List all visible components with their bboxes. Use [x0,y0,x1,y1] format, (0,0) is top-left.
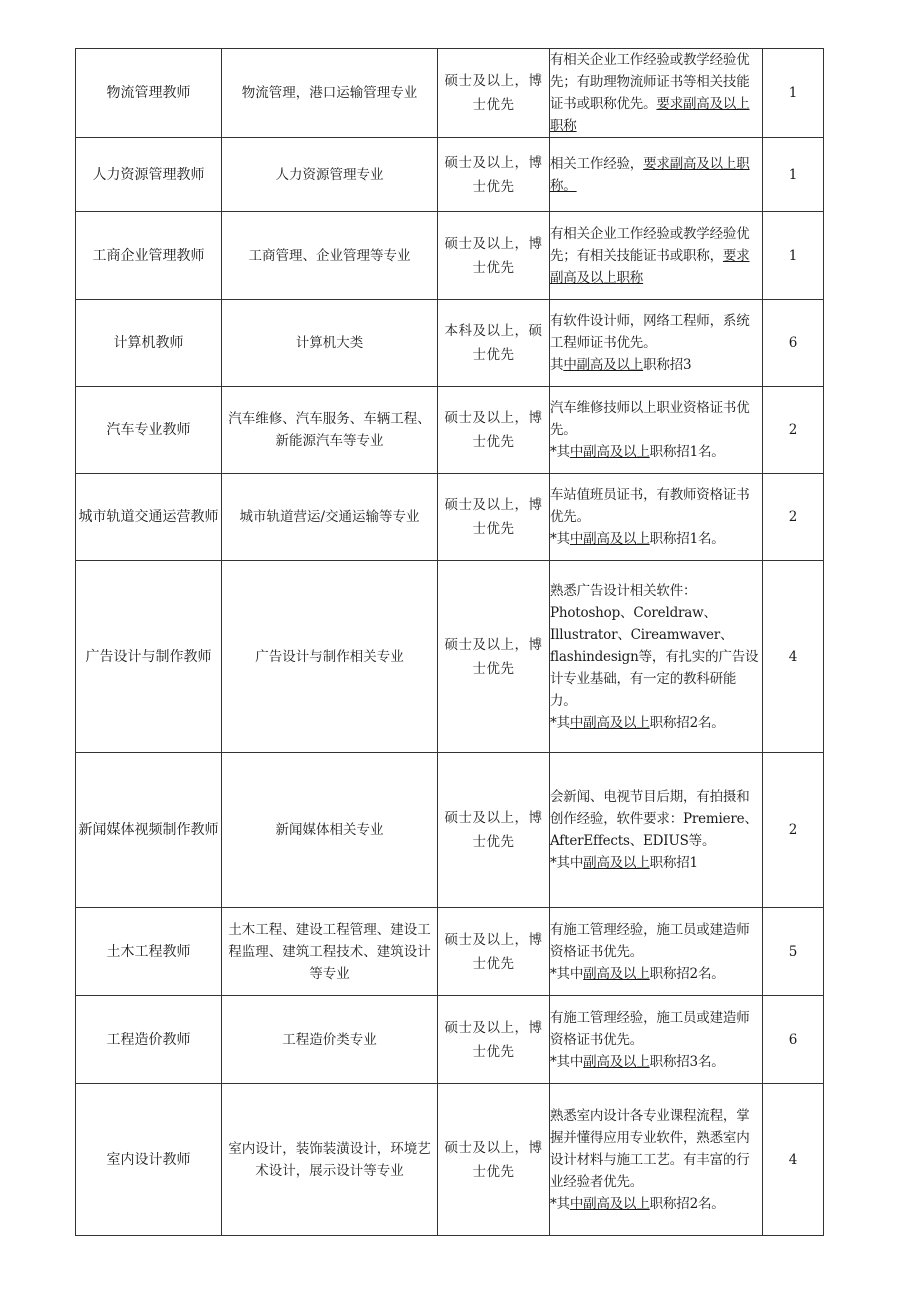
major-requirement: 广告设计与制作相关专业 [222,561,438,753]
degree-requirement: 硕士及以上，博士优先 [438,212,550,300]
other-requirements [550,996,763,1084]
requirement-text: 职称招3名。 [649,1053,725,1070]
requirement-text: 有施工管理经验，施工员或建造师资格证书优先。 [550,1009,750,1048]
requirement-text: 及以上 [609,531,650,547]
requirement-text: 职称招3 [643,357,692,373]
other-requirements [550,1084,763,1236]
requirement-text: *其 [550,714,570,731]
other-requirements [550,49,763,138]
position-title: 物流管理教师 [76,49,222,138]
requirement-text: 有软件设计师，网络工程师，系统工程师证书优先。 [550,313,750,351]
table-row [76,561,824,753]
requirement-text: 有相关企业工作经验或教学经验优先；有相关技能证书或职称， [550,225,750,264]
major-requirement: 物流管理，港口运输管理专业 [222,49,438,138]
table-row [76,138,824,212]
requirement-text: 有相关企业工作经验或教学经验优先；有助理物流师证书等相关技能证书或职称优先。 [550,52,750,112]
degree-requirement: 硕士及以上，博士优先 [438,908,550,996]
requirement-text: *其 [550,1195,570,1212]
major-requirement: 汽车维修、汽车服务、车辆工程、新能源汽车等专业 [222,387,438,474]
table-row [76,908,824,996]
requirement-text: 职称招1名。 [649,444,725,460]
requirement-text: 要求副高及以上职称 [550,247,750,286]
headcount: 2 [763,474,824,561]
requirement-text: 其 [550,357,564,373]
requirement-text: *其中 [550,855,584,871]
requirement-text: 中副高 [569,444,610,460]
requirement-text: 熟悉广告设计相关软件：Photoshop、Coreldraw、Illustrator、Cireamwaver、flashindesign等，有扎实的广告设计专业基础，有一定的教科研能力。 [550,582,759,709]
other-requirements [550,753,763,908]
major-requirement: 人力资源管理专业 [222,138,438,212]
headcount: 5 [763,908,824,996]
requirement-text: 职称招1名。 [649,531,725,547]
position-title: 室内设计教师 [76,1084,222,1236]
requirement-text: 中副高及以上 [563,357,644,373]
recruitment-table [75,48,824,1236]
position-title: 人力资源管理教师 [76,138,222,212]
degree-requirement: 硕士及以上，博士优先 [438,138,550,212]
requirement-text: *其 [550,531,570,547]
degree-requirement: 硕士及以上，博士优先 [438,996,550,1084]
other-requirements [550,212,763,300]
requirement-text: *其中 [550,965,584,982]
requirement-text: 相关工作经验， [550,155,644,172]
major-requirement: 计算机大类 [222,300,438,387]
major-requirement: 城市轨道营运/交通运输等专业 [222,474,438,561]
table-row [76,474,824,561]
degree-requirement: 硕士及以上，博士优先 [438,474,550,561]
requirement-text: 职称招2名。 [649,714,725,731]
other-requirements [550,561,763,753]
degree-requirement: 硕士及以上，博士优先 [438,387,550,474]
other-requirements [550,474,763,561]
requirement-text: 会新闻、电视节目后期，有拍摄和创作经验，软件要求：Premiere、AfterEffects、EDIUS等。 [550,789,758,849]
requirement-text: 职称招2名。 [649,1195,725,1212]
requirement-text: 熟悉室内设计各专业课程流程，掌握并懂得应用专业软件，熟悉室内设计材料与施工工艺。有丰富的行业经验者优先。 [550,1107,750,1190]
table-row [76,212,824,300]
table-row [76,753,824,908]
other-requirements [550,138,763,212]
other-requirements [550,387,763,474]
headcount: 4 [763,561,824,753]
requirement-text: 中副高 [569,531,610,547]
position-title: 土木工程教师 [76,908,222,996]
other-requirements [550,300,763,387]
degree-requirement: 硕士及以上，博士优先 [438,49,550,138]
requirement-text: *其 [550,444,570,460]
requirement-text: 有施工管理经验，施工员或建造师资格证书优先。 [550,921,750,960]
major-requirement: 土木工程、建设工程管理、建设工程监理、建筑工程技术、建筑设计等专业 [222,908,438,996]
requirement-text: 汽车维修技师以上职业资格证书优先。 [550,400,750,438]
requirement-text: 中副高及以上 [569,1195,650,1212]
table-row [76,387,824,474]
requirement-text: 及以上 [609,444,650,460]
position-title: 汽车专业教师 [76,387,222,474]
degree-requirement: 硕士及以上，博士优先 [438,753,550,908]
other-requirements [550,908,763,996]
position-title: 新闻媒体视频制作教师 [76,753,222,908]
position-title: 广告设计与制作教师 [76,561,222,753]
requirement-text: 车站值班员证书，有教师资格证书优先。 [550,487,750,525]
headcount: 6 [763,300,824,387]
degree-requirement: 硕士及以上，博士优先 [438,561,550,753]
position-title: 城市轨道交通运营教师 [76,474,222,561]
major-requirement: 工程造价类专业 [222,996,438,1084]
table-body [76,49,824,1236]
degree-requirement: 硕士及以上，博士优先 [438,1084,550,1236]
headcount: 4 [763,1084,824,1236]
requirement-text: 要求副高及以上职称。 [550,155,750,194]
major-requirement: 新闻媒体相关专业 [222,753,438,908]
table-row [76,996,824,1084]
requirement-text: 及以上 [609,714,650,731]
requirement-text: 中副高 [569,714,610,731]
headcount: 2 [763,387,824,474]
table-row [76,1084,824,1236]
major-requirement: 工商管理、企业管理等专业 [222,212,438,300]
headcount: 6 [763,996,824,1084]
degree-requirement: 本科及以上，硕士优先 [438,300,550,387]
requirement-text: 副高及以上 [583,855,650,871]
requirement-text: 副高及以上 [583,1053,650,1070]
position-title: 计算机教师 [76,300,222,387]
requirement-text: *其中 [550,1053,584,1070]
requirement-text: 要求副高及以上职称 [550,96,750,134]
headcount: 1 [763,212,824,300]
requirement-text: 职称招2名。 [649,965,725,982]
table-row [76,49,824,138]
headcount: 1 [763,49,824,138]
position-title: 工商企业管理教师 [76,212,222,300]
position-title: 工程造价教师 [76,996,222,1084]
requirement-text: 副高及以上 [583,965,650,982]
headcount: 2 [763,753,824,908]
requirement-text: 职称招1 [649,855,698,871]
table-row [76,300,824,387]
headcount: 1 [763,138,824,212]
major-requirement: 室内设计，装饰装潢设计，环境艺术设计，展示设计等专业 [222,1084,438,1236]
